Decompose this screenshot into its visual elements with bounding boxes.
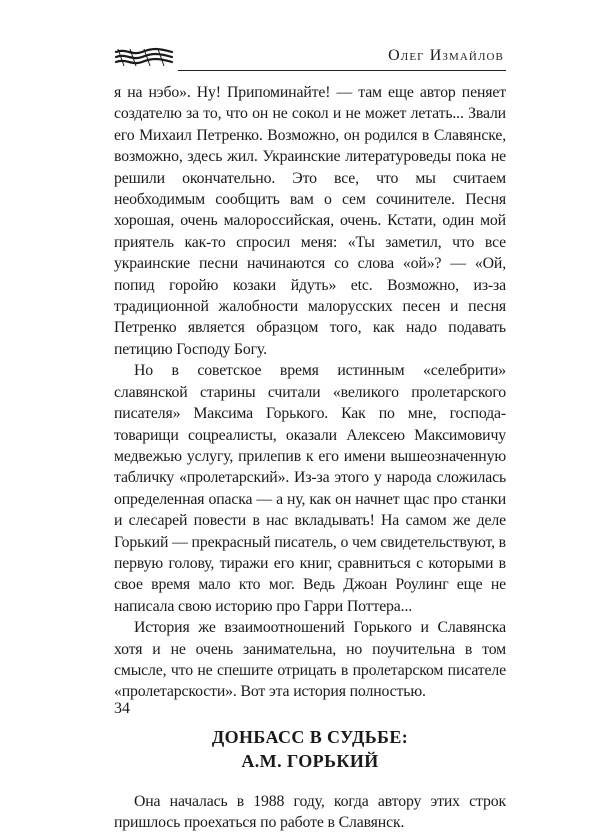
paragraph: Она началась в 1988 году, когда автору этих строк пришлось проехаться по работе в Славянск. bbox=[114, 792, 506, 832]
paragraph: История же взаимоотношений Горького и Славянска хотя и не очень занимательна, но поучительна в том смысле, что не спешите отрицать в пролетарском писателе «пролетарскости». Вот эта история полностью. bbox=[114, 619, 506, 701]
section-heading-line: А.М. ГОРЬКИЙ bbox=[241, 750, 379, 771]
body-text bbox=[114, 82, 506, 834]
running-header bbox=[114, 44, 506, 74]
running-header-author: Олег Измайлов bbox=[388, 47, 504, 64]
section-heading-line: ДОНБАСС В СУДЬБЕ: bbox=[211, 726, 409, 747]
ribbon-stripes-icon bbox=[114, 46, 174, 68]
page-number: 34 bbox=[114, 700, 130, 717]
paragraph: я на нэбо». Ну! Припоминайте! — там еще автор пеняет создателю за то, что он не сокол и не может летать... Звали его Михаил Петренко. Возможно, он родился в Славянске, возможно, здесь жил. Украинские литературоведы пока не решили окончательно. Это все, что мы считаем необходимым сообщить вам о сем сочинителе. Песня хорошая, очень малороссийская, очень. Кстати, один мой приятель как-то спросил меня: «Ты заметил, что все украинские песни начинаются со слова «ой»? — «Ой, попид горойю козаки йдуть» etc. Возможно, из-за традиционной жалобности малорусских песен и песня Петренко является образцом того, как надо подавать петицию Господу Богу. bbox=[114, 84, 506, 358]
paragraph: Но в советское время истинным «селебрити» славянской старины считали «великого пролетарского писателя» Максима Горького. Как по мне, господа-товарищи соцреалисты, оказали Алексею Максимовичу медвежью услугу, прилепив к его имени вышеозначенную табличку «пролетарский». Из-за этого у народа сложилась определенная опаска — а ну, как он начнет щас про станки и слесарей повести в нас вкладывать! На самом же деле Горький — прекрасный писатель, о чем свидетельствуют, в первую голову, тиражи его книг, сравниться с которыми в свое время мало кто мог. Ведь Джоан Роулинг еще не написала свою историю про Гарри Поттера... bbox=[114, 362, 506, 615]
header-rule bbox=[178, 70, 506, 71]
section-heading bbox=[114, 725, 506, 773]
